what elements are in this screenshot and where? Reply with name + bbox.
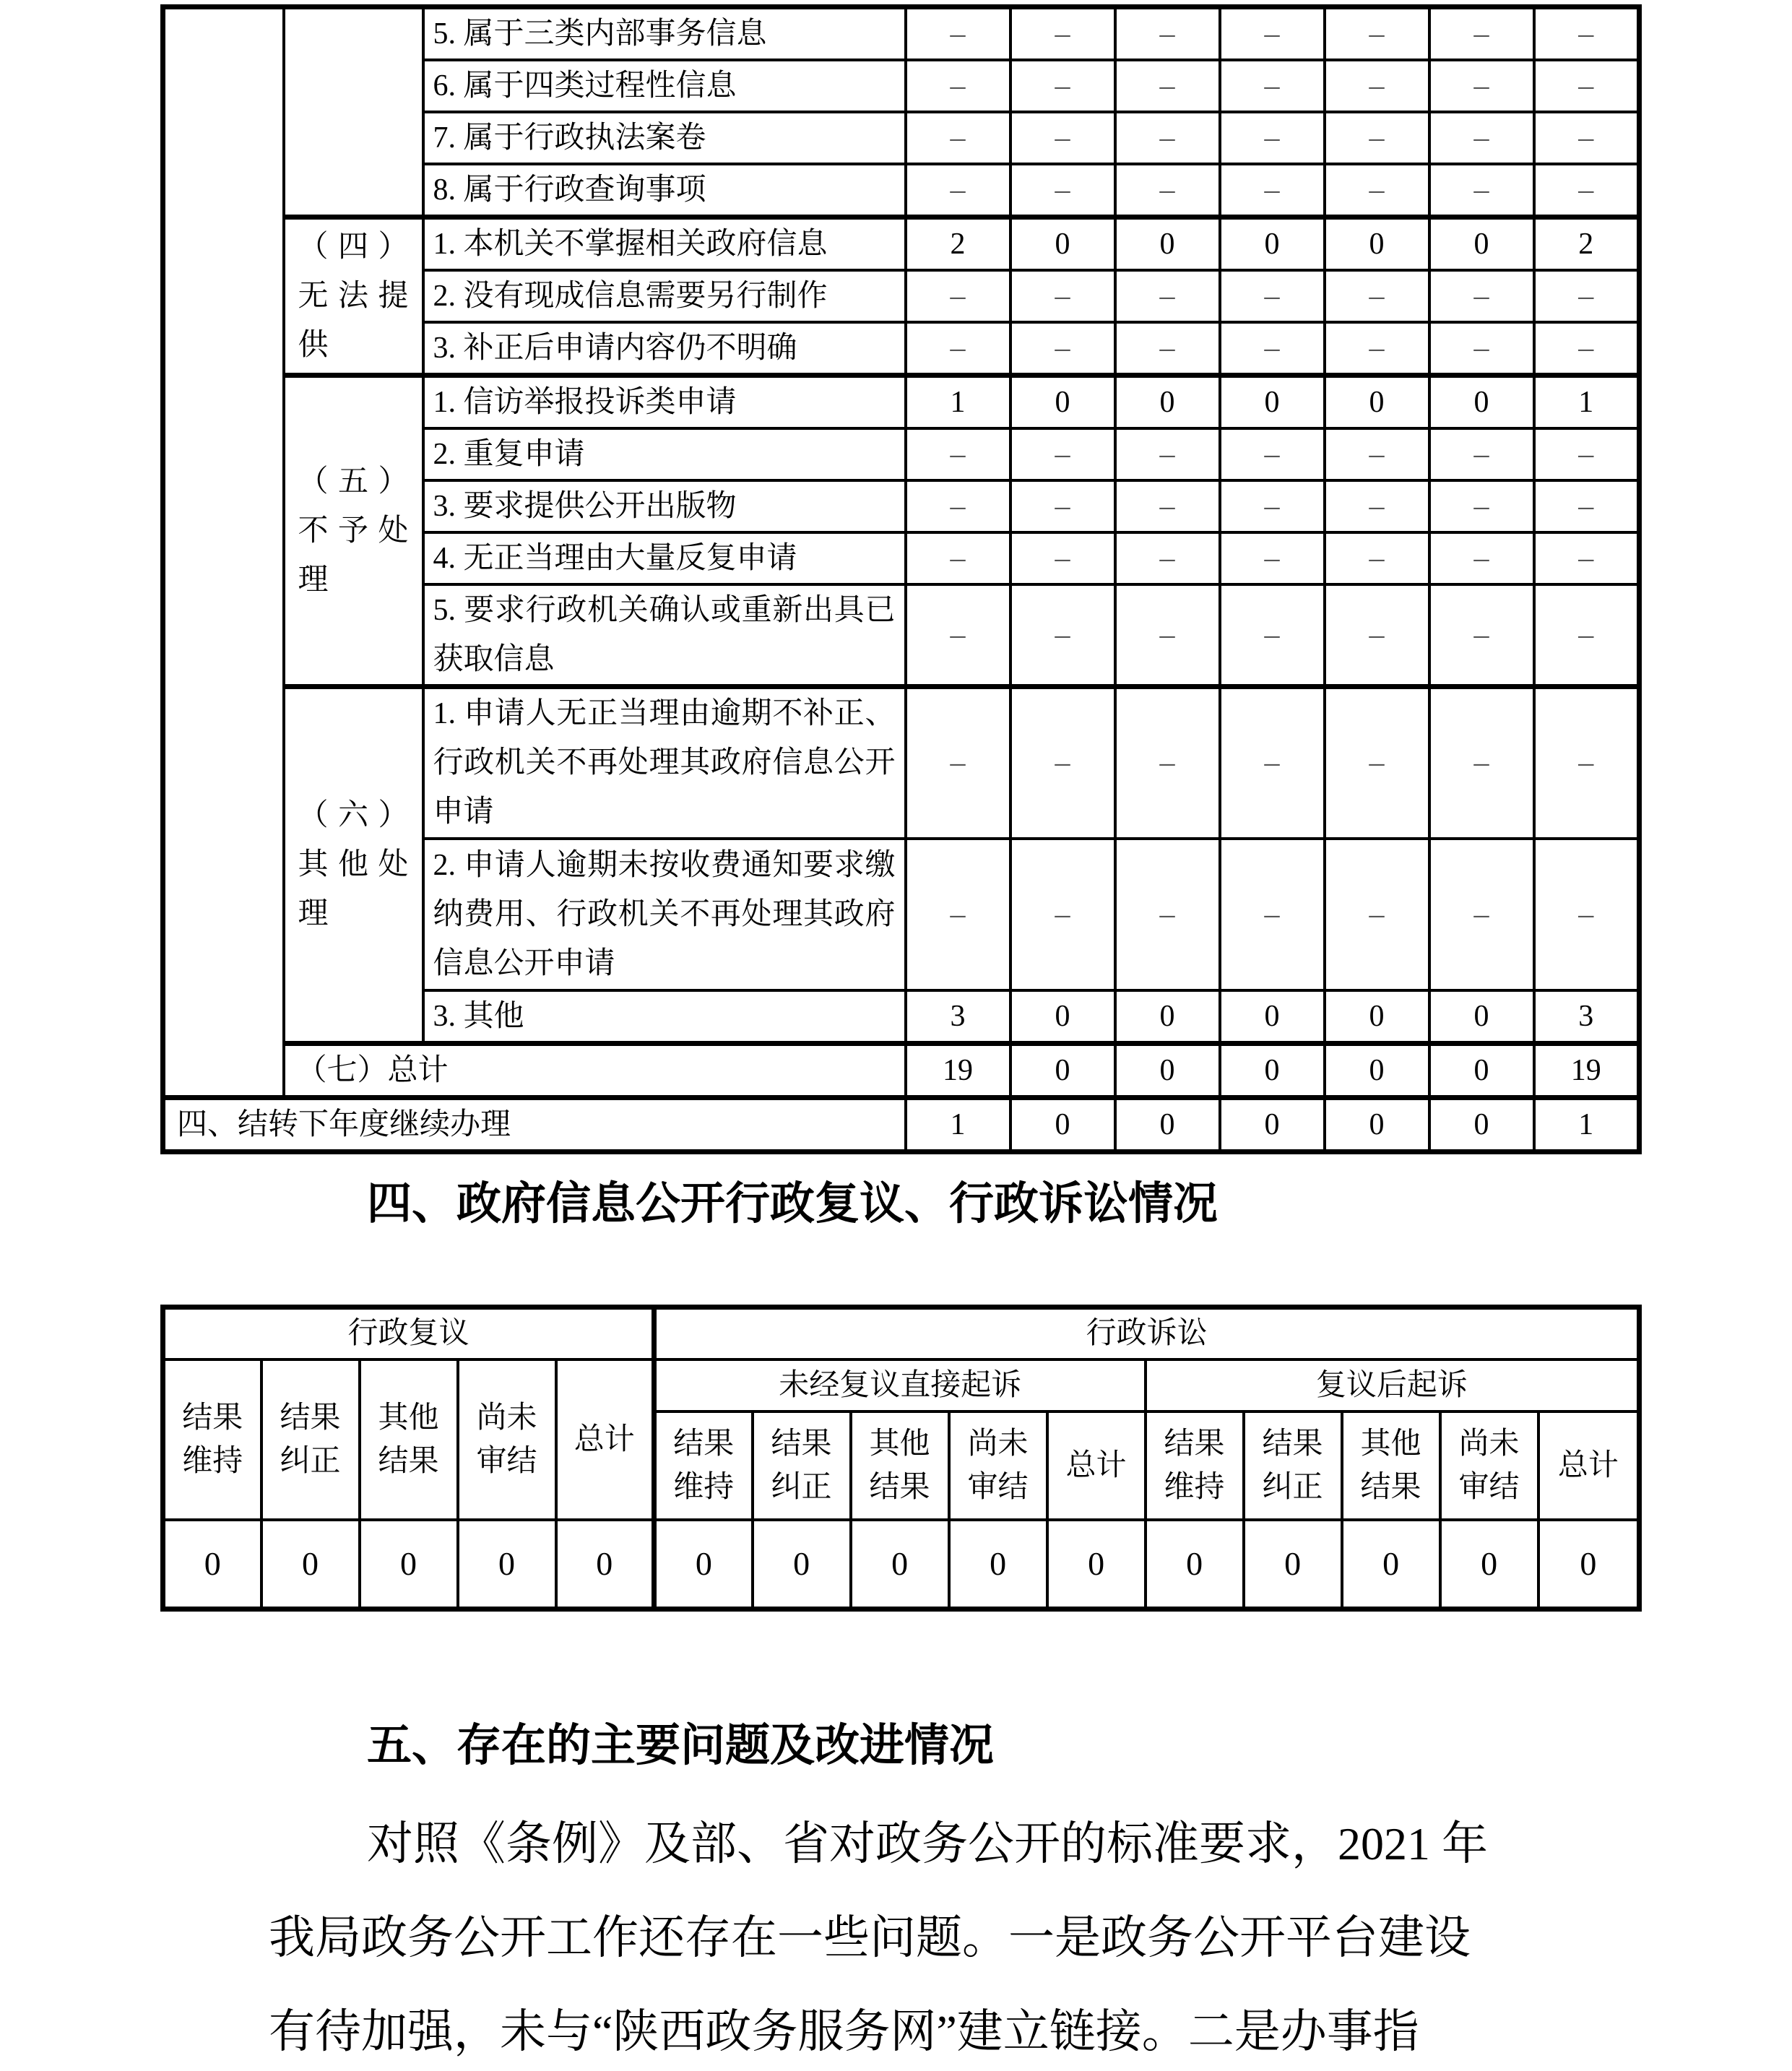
paragraph-line: 有待加强，未与“陕西政务服务网”建立链接。二是办事指 [269,2006,1419,2057]
cell-value: – [1429,480,1534,532]
header-result-pending: 尚未审结 [458,1359,556,1520]
cell-value: – [1115,839,1220,990]
table-row-total [163,1043,1640,1097]
cell-item: 4. 无正当理由大量反复申请 [423,532,906,584]
cell-value: – [1010,428,1115,480]
cell-value: – [1534,60,1640,112]
cell-item: 8. 属于行政查询事项 [423,164,906,217]
header-result-other: 其他结果 [851,1411,949,1520]
cell-category-no-processing: （五）不予处理 [284,376,423,687]
cell-value: 0 [654,1520,753,1609]
cell-value: 1 [1534,376,1640,429]
cell-value: – [1325,7,1429,61]
cell-value: – [1115,164,1220,217]
cell-item: 2. 没有现成信息需要另行制作 [423,270,906,322]
cell-item: 3. 其他 [423,990,906,1044]
header-result-corrected: 结果纠正 [261,1359,360,1520]
cell-item: 2. 申请人逾期未按收费通知要求缴纳费用、行政机关不再处理其政府信息公开申请 [423,839,906,990]
table-row [163,687,1640,839]
cell-value: 0 [1244,1520,1342,1609]
cell-value: 3 [906,990,1010,1044]
cell-value: – [1010,322,1115,376]
cell-value: 0 [1010,1097,1115,1151]
cell-value: – [1534,428,1640,480]
header-direct-suit: 未经复议直接起诉 [654,1359,1146,1411]
cell-value: 1 [1534,1097,1640,1151]
cell-value: – [1534,839,1640,990]
cell-value: – [906,839,1010,990]
cell-value: – [1534,687,1640,839]
cell-category-unable-to-provide: （四）无法提供 [284,217,423,376]
cell-value: 0 [1325,1043,1429,1097]
cell-value: – [1429,164,1534,217]
cell-value: – [1325,839,1429,990]
cell-category-other-processing: （六）其他处理 [284,687,423,1044]
table-row [163,7,1640,61]
cell-value: – [1325,687,1429,839]
cell-value: 0 [556,1520,654,1609]
cell-value: 1 [906,1097,1010,1151]
cell-value: 19 [906,1043,1010,1097]
cell-value: 0 [1538,1520,1640,1609]
cell-value: – [1325,270,1429,322]
table-row-carryover [163,1097,1640,1151]
cell-value: – [1534,322,1640,376]
table-row [163,376,1640,429]
cell-value: – [1220,532,1325,584]
cell-value: – [1429,584,1534,687]
cell-value: – [1010,687,1115,839]
cell-category-continued [284,7,423,217]
cell-value: 0 [1115,1097,1220,1151]
cell-value: – [1010,839,1115,990]
cell-value: – [1115,7,1220,61]
cell-value: – [1325,584,1429,687]
cell-value: 0 [1325,217,1429,271]
header-result-total: 总计 [1047,1411,1146,1520]
header-result-upheld: 结果维持 [163,1359,261,1520]
cell-value: – [1115,687,1220,839]
cell-item: 1. 本机关不掌握相关政府信息 [423,217,906,271]
cell-value: 0 [1220,217,1325,271]
cell-value: – [1429,839,1534,990]
cell-value: 0 [1325,376,1429,429]
cell-value: – [1220,839,1325,990]
cell-value: – [1010,480,1115,532]
cell-value: – [1220,164,1325,217]
header-result-total: 总计 [1538,1411,1640,1520]
cell-value: 0 [1010,990,1115,1044]
cell-value: – [1325,428,1429,480]
cell-value: 2 [906,217,1010,271]
cell-value: 0 [1010,217,1115,271]
cell-value: – [906,60,1010,112]
cell-value: – [1325,60,1429,112]
cell-value: – [906,270,1010,322]
cell-item: 1. 申请人无正当理由逾期不补正、行政机关不再处理其政府信息公开申请 [423,687,906,839]
review-litigation-table [160,1305,1642,1612]
cell-value: 0 [1429,990,1534,1044]
cell-value: – [1429,7,1534,61]
cell-value: 0 [1115,376,1220,429]
cell-value: 0 [1146,1520,1244,1609]
header-result-total: 总计 [556,1359,654,1520]
cell-value: – [1115,60,1220,112]
cell-value: – [1534,584,1640,687]
header-after-review-suit: 复议后起诉 [1146,1359,1640,1411]
cell-value: – [1115,584,1220,687]
cell-value: 0 [949,1520,1047,1609]
header-result-other: 其他结果 [1342,1411,1440,1520]
cell-item: 5. 属于三类内部事务信息 [423,7,906,61]
table-row [163,1520,1640,1609]
cell-value: – [1010,532,1115,584]
cell-value: – [1534,112,1640,164]
cell-value: – [1534,270,1640,322]
cell-value: – [1220,112,1325,164]
cell-value: – [1220,584,1325,687]
cell-value: 0 [1429,217,1534,271]
cell-value: 19 [1534,1043,1640,1097]
cell-value: 0 [1342,1520,1440,1609]
cell-value: – [906,687,1010,839]
cell-value: 0 [1115,217,1220,271]
cell-value: – [1220,322,1325,376]
paragraph-line: 我局政务公开工作还存在一些问题。一是政务公开平台建设 [269,1912,1471,1963]
cell-value: 0 [163,1520,261,1609]
cell-value: – [906,7,1010,61]
cell-value: 0 [1440,1520,1538,1609]
cell-value: – [1010,164,1115,217]
cell-value: – [1325,480,1429,532]
cell-value: 0 [1220,990,1325,1044]
paragraph-line: 对照《条例》及部、省对政务公开的标准要求，2021 年 [367,1818,1488,1869]
cell-item: 3. 要求提供公开出版物 [423,480,906,532]
cell-value: – [1429,532,1534,584]
cell-value: 0 [1010,1043,1115,1097]
section5-title: 五、存在的主要问题及改进情况 [367,1721,995,1770]
cell-value: 0 [1325,1097,1429,1151]
cell-value: 0 [1047,1520,1146,1609]
cell-value: – [906,428,1010,480]
cell-value: – [1429,322,1534,376]
header-result-upheld: 结果维持 [1146,1411,1244,1520]
cell-value: 0 [360,1520,458,1609]
header-result-other: 其他结果 [360,1359,458,1520]
cell-value: – [1220,60,1325,112]
cell-value: – [1220,687,1325,839]
cell-value: 0 [1429,1097,1534,1151]
cell-value: – [1325,164,1429,217]
cell-value: – [1115,270,1220,322]
header-result-pending: 尚未审结 [949,1411,1047,1520]
cell-blank [163,7,284,1098]
cell-item: 1. 信访举报投诉类申请 [423,376,906,429]
cell-value: – [906,584,1010,687]
cell-value: 0 [1115,990,1220,1044]
cell-value: – [1115,532,1220,584]
cell-value: – [1325,112,1429,164]
cell-value: 0 [851,1520,949,1609]
cell-value: – [1325,532,1429,584]
cell-value: – [1220,7,1325,61]
cell-value: 0 [458,1520,556,1609]
cell-value: 0 [1220,1097,1325,1151]
cell-value: – [1429,270,1534,322]
cell-item: 7. 属于行政执法案卷 [423,112,906,164]
header-result-corrected: 结果纠正 [1244,1411,1342,1520]
cell-value: – [1010,584,1115,687]
cell-value: – [1115,112,1220,164]
cell-value: – [1010,112,1115,164]
cell-value: 0 [1429,376,1534,429]
cell-value: – [1325,322,1429,376]
header-litigation: 行政诉讼 [654,1307,1640,1359]
cell-item: 3. 补正后申请内容仍不明确 [423,322,906,376]
cell-value: – [1010,60,1115,112]
cell-value: – [1220,480,1325,532]
header-result-pending: 尚未审结 [1440,1411,1538,1520]
cell-total-label: （七）总计 [284,1043,906,1097]
cell-value: – [1010,7,1115,61]
table-row [163,1307,1640,1359]
header-result-upheld: 结果维持 [654,1411,753,1520]
cell-value: – [1010,270,1115,322]
cell-value: 2 [1534,217,1640,271]
cell-value: 1 [906,376,1010,429]
header-result-corrected: 结果纠正 [753,1411,851,1520]
cell-value: – [1220,428,1325,480]
cell-value: – [1220,270,1325,322]
cell-value: – [906,532,1010,584]
cell-value: – [1429,687,1534,839]
cell-value: 0 [1220,376,1325,429]
cell-value: 0 [1325,990,1429,1044]
cell-value: – [1534,532,1640,584]
cell-value: 0 [1010,376,1115,429]
table-row [163,217,1640,271]
cell-item: 2. 重复申请 [423,428,906,480]
header-review: 行政复议 [163,1307,654,1359]
cell-value: 0 [1429,1043,1534,1097]
cell-value: – [906,112,1010,164]
cell-value: – [1115,428,1220,480]
cell-value: – [906,480,1010,532]
cell-carryover-label: 四、结转下年度继续办理 [163,1097,906,1151]
cell-value: – [906,164,1010,217]
cell-item: 5. 要求行政机关确认或重新出具已获取信息 [423,584,906,687]
table-row [163,1359,1640,1411]
cell-value: 0 [1115,1043,1220,1097]
cell-value: – [1534,164,1640,217]
section4-title: 四、政府信息公开行政复议、行政诉讼情况 [367,1179,1219,1229]
cell-value: – [1534,480,1640,532]
cell-value: – [1115,322,1220,376]
cell-value: 0 [1220,1043,1325,1097]
cell-item: 6. 属于四类过程性信息 [423,60,906,112]
cell-value: – [1429,428,1534,480]
cell-value: – [906,322,1010,376]
cell-value: 0 [261,1520,360,1609]
application-processing-table [160,4,1642,1154]
cell-value: – [1429,60,1534,112]
cell-value: – [1115,480,1220,532]
cell-value: 3 [1534,990,1640,1044]
cell-value: – [1429,112,1534,164]
cell-value: 0 [753,1520,851,1609]
cell-value: – [1534,7,1640,61]
